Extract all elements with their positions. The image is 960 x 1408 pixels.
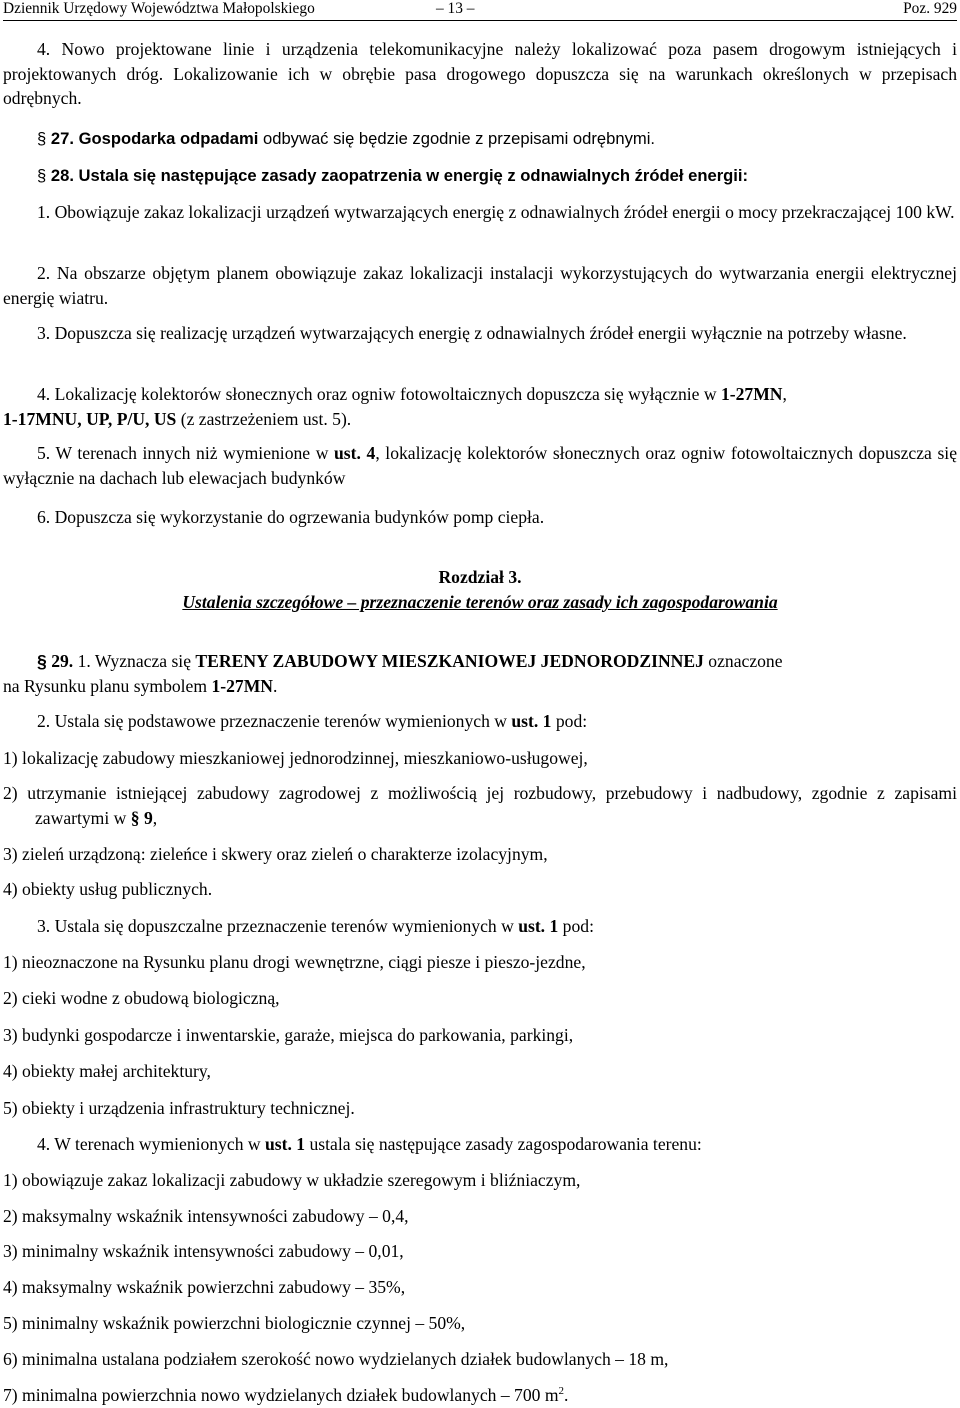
s29-p2-end: pod: [551, 711, 588, 731]
list-item [3, 781, 957, 830]
list-item: 1) obowiązuje zakaz lokalizacji zabudowy w układzie szeregowym i bliźniaczym, [3, 1170, 581, 1190]
section-number: 29. [51, 651, 74, 671]
comma: , [152, 807, 158, 828]
s28-p6: 6. Dopuszcza się wykorzystanie do ogrzewania budynków pomp ciepła. [37, 507, 545, 527]
s29-p4-end: ustala się następujące zasady zagospodarowania terenu: [305, 1134, 702, 1154]
list-item-text: 2) utrzymanie istniejącej zabudowy zagrodowej z możliwością jej rozbudowy, przebudowy i nadbudowy, zgodnie z zapisami zawartymi w [3, 783, 957, 828]
s29-p4-text: 4. W terenach wymienionych w [37, 1134, 266, 1154]
ref-ust-4: ust. 4 [334, 443, 376, 463]
list-item: 2) cieki wodne z obudową biologiczną, [3, 988, 280, 1008]
list-item: 3) budynki gospodarcze i inwentarskie, garaże, miejsca do parkowania, parkingi, [3, 1025, 574, 1045]
section-27-text: odbywać się będzie zgodnie z przepisami odrębnymi. [258, 129, 655, 148]
section-sign: § [37, 129, 47, 148]
chapter-number: Rozdział 3. [438, 567, 522, 587]
position-number: Poz. 929 [903, 0, 957, 17]
s28-p4-text: 4. Lokalizację kolektorów słonecznych oraz ogniw fotowoltaicznych dopuszcza się wyłącznie w [37, 384, 721, 404]
s29-p1-text: 1. Wyznacza się [73, 651, 196, 671]
s29-p4 [3, 1132, 957, 1157]
s29-p2-text: 2. Ustala się podstawowe przeznaczenie terenów wymienionych w [37, 711, 512, 731]
chapter-subtitle: Ustalenia szczegółowe – przeznaczenie terenów oraz zasady ich zagospodarowania [182, 592, 778, 612]
section-28-heading [3, 164, 957, 189]
list-item: 5) obiekty i urządzenia infrastruktury technicznej. [3, 1098, 355, 1118]
list-item [3, 1383, 957, 1408]
page-header [3, 0, 957, 21]
chapter-title [0, 565, 960, 590]
section-28-title: 28. Ustala się następujące zasady zaopatrzenia w energię z odnawialnych źródeł energii: [50, 166, 749, 185]
ref-ust-1: ust. 1 [511, 711, 552, 731]
section-27 [3, 127, 957, 152]
s28-p5-end: , lokalizację kolektorów słonecznych oraz ogniw fotowoltaicznych dopuszcza się wyłącznie na dachach lub elewacjach budynków [3, 443, 958, 488]
s29-p1-line2: na Rysunku planu symbolem [3, 675, 212, 696]
superscript: 2 [558, 1385, 565, 1398]
section-sign: § [37, 651, 47, 671]
zone-symbols: 1-17MNU, UP, P/U, US [3, 408, 177, 429]
list-item: 6) minimalna ustalana podziałem szerokość nowo wydzielanych działek budowlanych – 18 m, [3, 1349, 669, 1369]
comma: , [782, 384, 787, 404]
chapter-subtitle-line [0, 590, 960, 615]
section-27-heading: Gospodarka odpadami [78, 129, 259, 148]
section-number: 27. [50, 129, 74, 148]
list-item: 4) obiekty małej architektury, [3, 1061, 211, 1081]
page-number: – 13 – [436, 0, 475, 17]
list-item: 4) obiekty usług publicznych. [3, 879, 213, 899]
s29-p1 [3, 649, 957, 698]
s28-p4-end: (z zastrzeżeniem ust. 5). [176, 408, 352, 429]
s28-p5-text: 5. W terenach innych niż wymienione w [37, 443, 335, 463]
s29-p3-text: 3. Ustala się dopuszczalne przeznaczenie terenów wymienionych w [37, 916, 519, 936]
s29-p2 [3, 709, 957, 734]
journal-title: Dziennik Urzędowy Województwa Małopolskiego [3, 0, 315, 17]
list-item: 1) nieoznaczone na Rysunku planu drogi wewnętrzne, ciągi piesze i pieszo-jezdne, [3, 952, 586, 972]
list-item: 4) maksymalny wskaźnik powierzchni zabudowy – 35%, [3, 1277, 406, 1297]
list-item-text: 7) minimalna powierzchnia nowo wydzielanych działek budowlanych – 700 m [3, 1385, 559, 1405]
s28-p4 [3, 382, 957, 431]
zone-symbol: 1-27MN [720, 384, 783, 404]
s28-p5 [3, 441, 957, 490]
zone-symbol: 1-27MN [211, 675, 274, 696]
s28-p1: 1. Obowiązuje zakaz lokalizacji urządzeń wytwarzających energię z odnawialnych źródeł energii o mocy przekraczającej 100 kW. [37, 202, 955, 222]
list-item: 1) lokalizację zabudowy mieszkaniowej jednorodzinnej, mieszkaniowo-usługowej, [3, 748, 588, 768]
s28-p2: 2. Na obszarze objętym planem obowiązuje zakaz lokalizacji instalacji wykorzystujących do wytwarzania energii elektrycznej energię wiatru. [3, 263, 957, 308]
s29-p3 [3, 914, 957, 939]
period: . [273, 675, 278, 696]
paragraph-telecom: 4. Nowo projektowane linie i urządzenia telekomunikacyjne należy lokalizować poza pasem drogowym istniejących i projektowanych dróg. Lokalizowanie ich w obrębie pasa drogowego dopuszcza się na warunkach określonych w przepisach odrębnych. [3, 39, 957, 108]
list-item: 2) maksymalny wskaźnik intensywności zabudowy – 0,4, [3, 1206, 409, 1226]
ref-ust-1: ust. 1 [265, 1134, 306, 1154]
section-sign: § [37, 166, 47, 185]
list-item: 3) zieleń urządzoną: zieleńce i skwery oraz zieleń o charakterze izolacyjnym, [3, 844, 548, 864]
period: . [564, 1385, 569, 1405]
list-item: 5) minimalny wskaźnik powierzchni biologicznie czynnej – 50%, [3, 1313, 466, 1333]
s29-p1-cont: oznaczone [703, 651, 783, 671]
zone-name: TERENY ZABUDOWY MIESZKANIOWEJ JEDNORODZINNEJ [195, 651, 704, 671]
s29-p3-end: pod: [558, 916, 594, 936]
s28-p3: 3. Dopuszcza się realizację urządzeń wytwarzających energię z odnawialnych źródeł energii wyłącznie na potrzeby własne. [37, 323, 907, 343]
ref-section-9: § 9 [130, 807, 153, 828]
ref-ust-1: ust. 1 [518, 916, 559, 936]
list-item: 3) minimalny wskaźnik intensywności zabudowy – 0,01, [3, 1241, 404, 1261]
